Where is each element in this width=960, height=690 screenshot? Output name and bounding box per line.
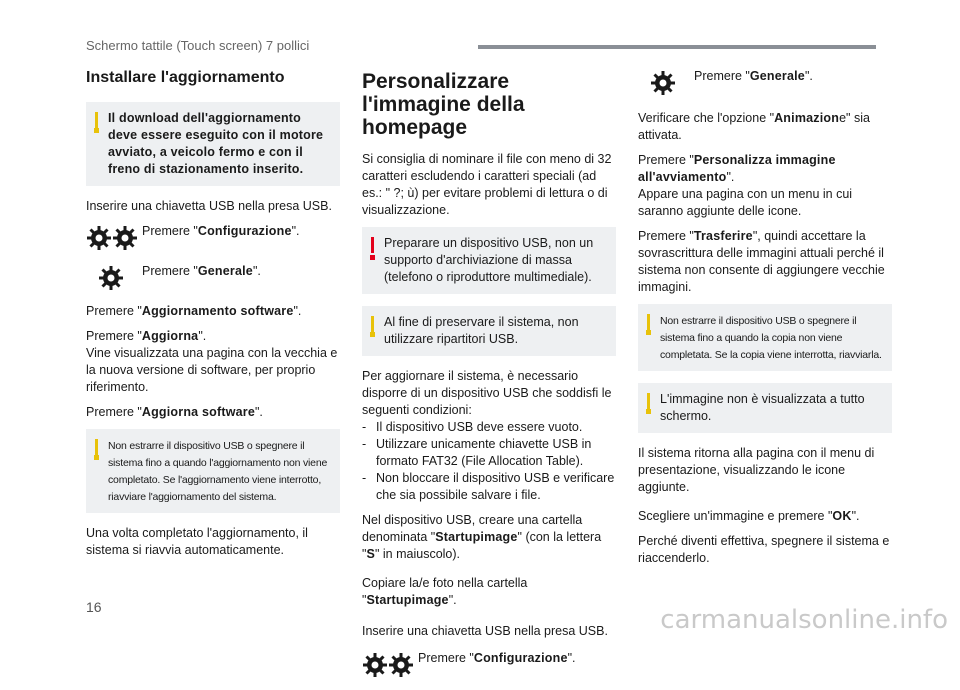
text-post: e" sia attivata. [638,111,870,142]
gear-icon [98,265,124,291]
step-text-bold: Configurazione [473,651,568,665]
text-pre: Nel dispositivo USB, creare una cartella denominata " [362,513,583,544]
gear-icon [86,225,112,251]
text-post: ". [254,405,263,419]
text-mid: " (con la lettera " [362,530,602,561]
info-note-box [638,383,892,433]
text-bold: Personalizza immagine all'avviamento [638,153,836,184]
gear-icon-group [86,225,138,251]
gear-icon [650,70,676,96]
step-general [86,263,340,291]
note-marker-dot [646,409,651,414]
section-heading-install: Installare l'aggiornamento [86,69,285,86]
note-text: Il download dell'aggiornamento deve essere eseguito con il motore avviato, a veicolo fermo e con il freno di stazionamento inserito. [108,111,324,176]
info-note-box [362,306,616,356]
section-heading-customize: Personalizzare l'immagine della homepage [362,70,525,139]
text-body: Vine visualizzata una pagina con la vecchia e la nuova versione di software, per proprio riferimento. [86,346,338,394]
paragraph [86,303,340,320]
text-pre: Verificare che l'opzione " [638,111,775,125]
gear-icon [388,652,414,678]
gear-icon [112,225,138,251]
note-marker-dot [94,128,99,133]
info-note-box [86,429,340,513]
step-text-post: ". [567,651,576,665]
step-text-pre: Premere " [418,651,474,665]
text-post: ". [726,170,735,184]
warning-note-box [362,227,616,294]
column-install-update [86,64,340,567]
step-text-post: ". [291,224,300,238]
note-marker-dot [646,330,651,335]
paragraph [638,228,892,296]
text-post: ". [198,329,207,343]
note-text: L'immagine non è visualizzata a tutto schermo. [660,392,865,423]
paragraph [638,152,892,220]
text-body: Appare una pagina con un menu in cui saranno aggiunte delle icone. [638,187,853,218]
note-text: Non estrarre il dispositivo USB o spegnere il sistema fino a quando l'aggiornamento non viene completato. Se l'aggiornamento viene interrotto, riavviare l'aggiornamento del sistema. [108,440,328,503]
paragraph: Una volta completato l'aggiornamento, il sistema si riavvia automaticamente. [86,526,308,557]
paragraph [362,575,616,609]
paragraph: Si consiglia di nominare il file con meno di 32 caratteri escludendo i caratteri speciali (ad es.: " ?; ù) per evitare problemi di lettura o di visualizzazione. [362,152,612,217]
step-text-pre: Premere " [694,69,750,83]
paragraph [86,328,340,396]
list-item: - Non bloccare il dispositivo USB e verificare che sia possibile salvare i file. [362,470,616,504]
warning-marker [371,237,374,253]
gear-icon [362,652,388,678]
text-pre: Copiare la/e foto nella cartella " [362,576,528,607]
text-pre: Scegliere un'immagine e premere " [638,509,833,523]
gear-icon-group [98,265,124,291]
paragraph: Per aggiornare il sistema, è necessario disporre di un dispositivo USB che soddisfi le seguenti condizioni: [362,369,612,417]
text-post: ", quindi accettare la sovrascrittura delle immagini attuali perché il sistema non consente di aggiungere vecchie immagini. [638,229,885,294]
text-bold: Animazion [774,111,840,125]
step-text-pre: Premere " [142,264,198,278]
step-text-bold: Generale [749,69,805,83]
note-marker-dot [94,455,99,460]
list-item: - Il dispositivo USB deve essere vuoto. [362,419,616,436]
text-bold: S [366,547,375,561]
step-text-bold: Configurazione [197,224,292,238]
running-header: Schermo tattile (Touch screen) 7 pollici [86,38,310,53]
column-customize-continued [638,64,892,575]
text-pre: Premere " [638,229,694,243]
text-pre: Premere " [86,329,142,343]
requirements-list [362,419,616,504]
text-post: ". [851,509,860,523]
note-text: Non estrarre il dispositivo USB o spegnere il sistema fino a quando la copia non viene completata. Se la copia viene interrotta, riavviarla. [660,315,882,361]
note-text: Al fine di preservare il sistema, non utilizzare ripartitori USB. [384,315,579,346]
text-pre: Premere " [638,153,694,167]
paragraph [638,110,892,144]
text-pre: Premere " [86,304,142,318]
paragraph: Inserire una chiavetta USB nella presa USB. [362,624,608,638]
paragraph [362,512,616,563]
paragraph [86,404,340,421]
info-note-box [638,304,892,371]
text-bold: Startupimage [366,593,449,607]
text-bold: Trasferire [693,229,753,243]
text-post: ". [293,304,302,318]
page-number: 16 [86,599,102,615]
text-post: " in maiuscolo). [374,547,461,561]
step-general [638,68,892,96]
gear-icon-group [362,652,414,678]
header-bar [478,45,876,49]
step-text-post: ". [804,69,813,83]
text-post: ". [448,593,457,607]
text-pre: Premere " [86,405,142,419]
note-marker-dot [370,332,375,337]
text-bold: Aggiorna [141,329,199,343]
step-text-bold: Generale [197,264,253,278]
paragraph: Perché diventi effettiva, spegnere il sistema e riaccenderlo. [638,534,890,565]
info-note-box [86,102,340,186]
gear-icon-group [650,70,676,96]
paragraph: Il sistema ritorna alla pagina con il menu di presentazione, visualizzando le icone aggiunte. [638,446,875,494]
paragraph: Inserire una chiavetta USB nella presa USB. [86,199,332,213]
text-bold: Aggiorna software [141,405,255,419]
step-configuration [86,223,340,251]
warning-marker-dot [370,255,375,260]
watermark: carmanualsonline.info [660,605,948,635]
text-bold: Startupimage [435,530,518,544]
list-item: - Utilizzare unicamente chiavette USB in formato FAT32 (File Allocation Table). [362,436,616,470]
step-configuration [362,650,616,678]
paragraph [638,508,892,525]
step-text-pre: Premere " [142,224,198,238]
column-customize-homepage [362,64,616,690]
step-text-post: ". [252,264,261,278]
warning-text: Preparare un dispositivo USB, non un supporto d'archiviazione di massa (telefono o riproduttore multimediale). [384,236,594,284]
text-bold: OK [832,509,852,523]
text-bold: Aggiornamento software [141,304,294,318]
